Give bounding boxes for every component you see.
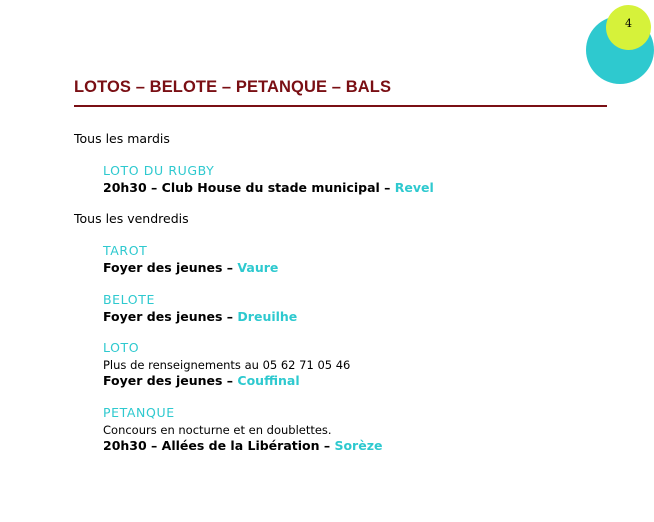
event-location [103,260,278,277]
event-loto [103,340,350,390]
event-place: Revel [394,179,434,195]
event-petanque [103,405,382,455]
event-place: Couffinal [237,373,300,388]
event-location-text: Foyer des jeunes – [103,373,238,388]
event-location [103,373,350,390]
event-location-text: Foyer des jeunes – [103,308,238,324]
event-place: Sorèze [334,438,383,453]
event-location-text: Foyer des jeunes – [103,259,238,275]
event-name: TAROT [103,243,148,258]
event-belote [103,292,297,325]
event-name: PETANQUE [103,405,175,420]
event-note: Plus de renseignements au 05 62 71 05 46 [103,357,351,372]
event-location [103,309,297,326]
event-note: Concours en nocturne et en doublettes. [103,422,332,437]
day-heading-fridays: Tous les vendredis [74,211,189,226]
event-place: Dreuilhe [237,308,298,324]
event-name: BELOTE [103,292,155,307]
event-name: LOTO [103,340,140,355]
event-tarot [103,243,278,276]
event-location-text: 20h30 – Allées de la Libération – [103,438,335,453]
title-divider [74,105,607,107]
event-location-text: 20h30 – Club House du stade municipal – [103,179,395,195]
event-loto-rugby [103,163,434,196]
page-title: LOTOS – BELOTE – PETANQUE – BALS [74,78,392,96]
event-location [103,438,382,455]
event-name: LOTO DU RUGBY [103,163,215,178]
event-place: Vaure [237,259,279,275]
day-heading-tuesdays: Tous les mardis [74,131,170,146]
event-location [103,180,434,197]
page-number: 4 [625,17,632,30]
